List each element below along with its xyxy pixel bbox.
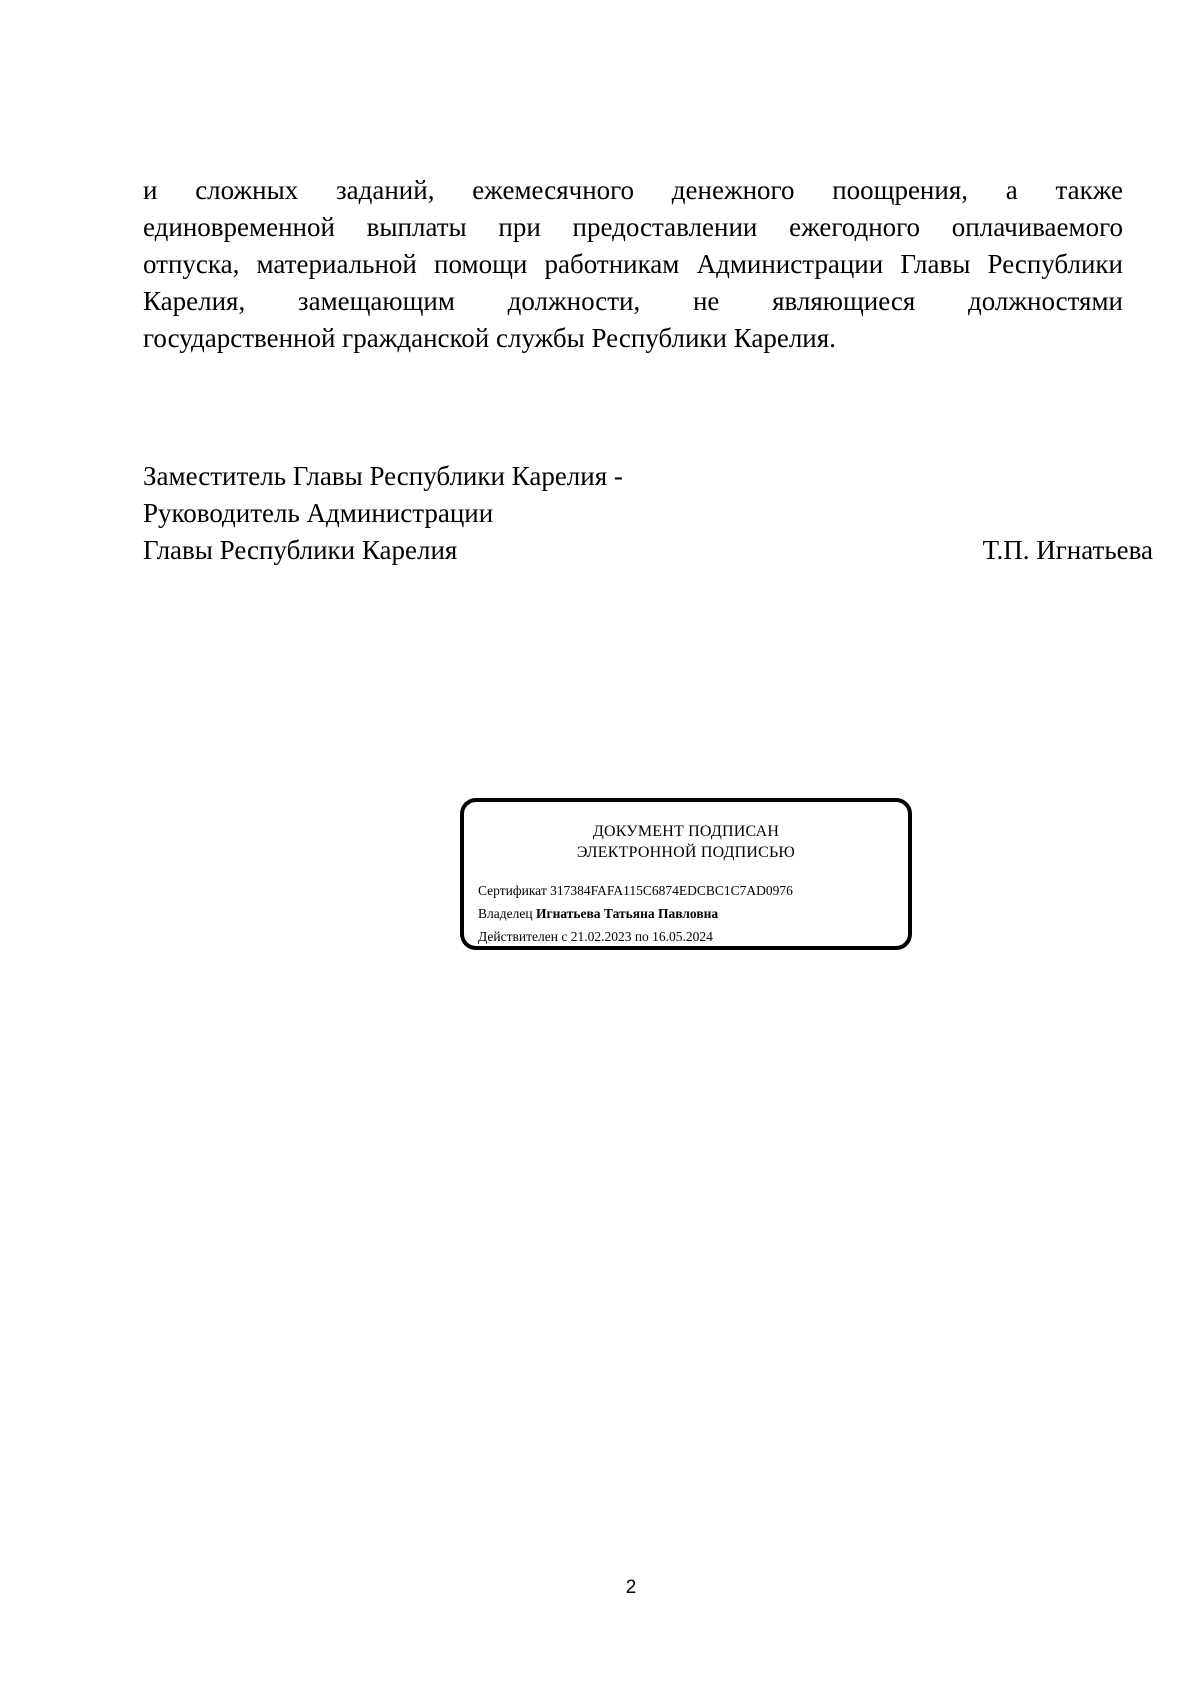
page-number: 2 — [625, 1577, 637, 1598]
signatory-name: Т.П. Игнатьева — [982, 535, 1153, 565]
signature-row — [143, 532, 1153, 569]
owner-value: Игнатьева Татьяна Павловна — [535, 906, 719, 921]
valid-from-label: с — [561, 929, 568, 944]
body-line: Карелия, замещающим должности, не являющиеся должностями — [143, 286, 1123, 316]
signature-row — [143, 495, 1153, 532]
stamp-title-line: ЭЛЕКТРОННОЙ ПОДПИСЬЮ — [576, 844, 796, 861]
body-line: единовременной выплаты при предоставлении ежегодного оплачиваемого — [143, 212, 1123, 242]
validity-row — [478, 925, 793, 948]
signatory-position-line: Руководитель Администрации — [143, 498, 494, 528]
signature-block — [143, 458, 1153, 569]
stamp-title — [464, 821, 908, 863]
owner-label: Владелец — [478, 906, 533, 921]
body-line: государственной гражданской службы Республики Карелия. — [143, 323, 836, 353]
signatory-position-line: Главы Республики Карелия — [143, 535, 458, 565]
electronic-signature-stamp — [460, 798, 912, 950]
valid-to-label: по — [634, 929, 649, 944]
valid-from-date: 21.02.2023 — [570, 929, 632, 944]
body-line: отпуска, материальной помощи работникам Администрации Главы Республики — [143, 249, 1123, 279]
valid-label: Действителен — [478, 929, 558, 944]
certificate-label: Сертификат — [478, 883, 547, 898]
stamp-title-line: ДОКУМЕНТ ПОДПИСАН — [592, 823, 780, 840]
certificate-row — [478, 879, 793, 902]
signatory-position-line: Заместитель Главы Республики Карелия - — [143, 461, 623, 491]
valid-to-date: 16.05.2024 — [652, 929, 713, 944]
stamp-details — [478, 879, 793, 948]
certificate-value: 317384FAFA115C6874EDCBC1C7AD0976 — [550, 883, 793, 898]
owner-row — [478, 902, 793, 925]
body-line: и сложных заданий, ежемесячного денежного поощрения, а также — [143, 175, 1123, 205]
body-paragraph — [143, 172, 1123, 357]
signature-row — [143, 458, 1153, 495]
